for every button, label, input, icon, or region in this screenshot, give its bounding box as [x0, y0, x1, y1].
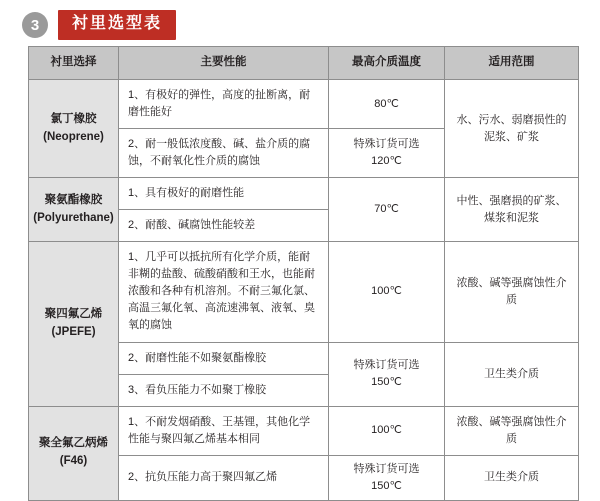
temperature-cell: 70℃ [329, 178, 445, 242]
lining-name-en: (F46) [59, 455, 88, 468]
scope-line-1: 浓酸、碱等强腐蚀性介 [456, 415, 567, 428]
lining-name-cn: 聚氨酯橡胶 [44, 193, 103, 206]
table-row [29, 80, 579, 129]
column-header-lining: 衬里选择 [29, 47, 119, 80]
column-header-performance: 主要性能 [119, 47, 329, 80]
scope-line-1: 水、污水、弱磨损性的 [456, 113, 567, 126]
scope-line-1: 中性、强磨损的矿浆、 [456, 194, 567, 207]
lining-cell-jpefe [29, 242, 119, 406]
column-header-max-temp: 最高介质温度 [329, 47, 445, 80]
lining-name-cn: 聚四氟乙烯 [44, 308, 103, 321]
temperature-line-2: 120℃ [371, 155, 402, 168]
table-header [29, 47, 579, 80]
temperature-cell: 80℃ [329, 80, 445, 129]
scope-line-1: 浓酸、碱等强腐蚀性介 [456, 276, 567, 289]
temperature-cell [329, 129, 445, 178]
temperature-cell: 100℃ [329, 406, 445, 455]
page-title: 衬里选型表 [58, 10, 176, 40]
performance-cell: 1、具有极好的耐磨性能 [119, 178, 329, 210]
performance-cell: 2、耐酸、碱腐蚀性能较差 [119, 210, 329, 242]
scope-cell [445, 406, 579, 455]
temperature-line-1: 特殊订货可选 [353, 138, 420, 151]
table-row [29, 242, 579, 342]
table-header-row [29, 47, 579, 80]
temperature-line-2: 150℃ [371, 479, 402, 492]
performance-cell: 2、抗负压能力高于聚四氟乙烯 [119, 455, 329, 500]
page-header [0, 0, 600, 40]
temperature-cell: 100℃ [329, 242, 445, 342]
scope-line-2: 煤浆和泥浆 [484, 211, 539, 224]
lining-name-cn: 氯丁橡胶 [50, 112, 97, 125]
table-body [29, 80, 579, 501]
temperature-line-2: 150℃ [371, 376, 402, 389]
performance-cell: 1、几乎可以抵抗所有化学介质，能耐非糊的盐酸、硫酸硝酸和王水，也能耐浓酸和各种有机溶剂。不耐三氟化氯、高温三氟化氧、高流速沸氧、液氧、臭氧的腐蚀 [119, 242, 329, 342]
lining-cell-polyurethane [29, 178, 119, 242]
scope-line-2: 质 [506, 432, 517, 445]
lining-name-cn: 聚全氟乙炳烯 [39, 437, 108, 450]
lining-name-en: (Polyurethane) [33, 211, 114, 224]
lining-selection-table [28, 46, 579, 501]
performance-cell: 2、耐磨性能不如聚氨酯橡胶 [119, 342, 329, 374]
scope-cell [445, 80, 579, 178]
temperature-line-1: 特殊订货可选 [353, 359, 420, 372]
lining-name-en: (JPEFE) [51, 325, 96, 338]
temperature-cell [329, 455, 445, 500]
performance-cell: 3、看负压能力不如聚丁橡胶 [119, 374, 329, 406]
lining-cell-neoprene [29, 80, 119, 178]
scope-line-2: 质 [506, 293, 517, 306]
scope-cell [445, 178, 579, 242]
temperature-line-1: 特殊订货可选 [353, 462, 420, 475]
column-header-scope: 适用范围 [445, 47, 579, 80]
section-number-badge: 3 [22, 12, 48, 38]
scope-cell: 卫生类介质 [445, 455, 579, 500]
scope-line-2: 泥浆、矿浆 [484, 130, 539, 143]
performance-cell: 2、耐一般低浓度酸、碱、盐介质的腐蚀，不耐氧化性介质的腐蚀 [119, 129, 329, 178]
lining-name-en: (Neoprene) [43, 130, 104, 143]
performance-cell: 1、有极好的弹性，高度的扯断离，耐磨性能好 [119, 80, 329, 129]
performance-cell: 1、不耐发烟硝酸、王基锂，其他化学性能与聚四氟乙烯基本相同 [119, 406, 329, 455]
scope-cell: 卫生类介质 [445, 342, 579, 406]
scope-cell [445, 242, 579, 342]
table-row [29, 406, 579, 455]
table-row [29, 178, 579, 210]
lining-cell-f46 [29, 406, 119, 500]
temperature-cell [329, 342, 445, 406]
table-container [0, 40, 600, 501]
